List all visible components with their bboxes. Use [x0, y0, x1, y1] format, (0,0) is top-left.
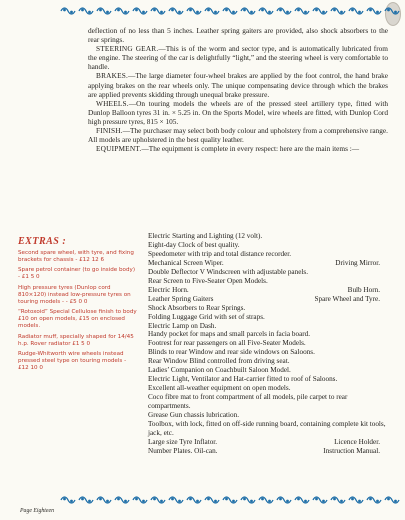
scroll-ornament-icon: [204, 495, 220, 505]
equipment-item-label: Electric Horn.: [148, 285, 189, 294]
scroll-ornament-icon: [312, 6, 328, 16]
extras-item: High pressure tyres (Dunlop cord 810×120) instead low-pressure tyres on touring models - - £5 0 0: [18, 284, 131, 305]
scroll-ornament-icon: [366, 495, 382, 505]
wheels-text: —On touring models the wheels are of the pressed steel artillery type, fitted with Dunlop Balloon tyres 31 in. × 5.25 in. On the Sports Model, wire wheels are fitted, with Dunlop Cord high pressure tyres, 815 × 105.: [88, 98, 388, 126]
equipment-item: [148, 322, 390, 331]
extras-item: Radiator muff, specially shaped for 14/45 h.p. Rover radiator £1 5 0: [18, 333, 134, 347]
scroll-ornament-icon: [330, 6, 346, 16]
equipment-list: [148, 232, 390, 456]
bottom-ornamental-border: [60, 495, 400, 505]
steering-heading: STEERING GEAR.: [96, 44, 159, 54]
equipment-item-label: Rear Screen to Five-Seater Open Models.: [148, 276, 268, 285]
equipment-item: [148, 339, 390, 348]
equipment-item-label: Grease Gun chassis lubrication.: [148, 411, 240, 420]
equipment-item-label: Electric Lamp on Dash.: [148, 321, 217, 330]
scroll-ornament-icon: [78, 6, 94, 16]
scroll-ornament-icon: [240, 6, 256, 16]
scroll-ornament-icon: [96, 6, 112, 16]
equipment-item: [148, 384, 390, 393]
paragraph-wheels: [88, 99, 388, 126]
scroll-ornament-icon: [258, 6, 274, 16]
equipment-item-label: Folding Luggage Grid with set of straps.: [148, 312, 265, 321]
equipment-item-label: Shock Absorbers to Rear Springs.: [148, 303, 246, 312]
scroll-ornament-icon: [276, 6, 292, 16]
scroll-ornament-icon: [294, 6, 310, 16]
equipment-item-label: Double Deflector V Windscreen with adjustable panels.: [148, 267, 308, 276]
equipment-item-label: Electric Starting and Lighting (12 volt).: [148, 232, 263, 240]
equipment-item: [148, 250, 390, 259]
scroll-ornament-icon: [150, 495, 166, 505]
scroll-ornament-icon: [294, 495, 310, 505]
equipment-item: [148, 304, 390, 313]
equipment-item-secondary: Spare Wheel and Tyre.: [314, 294, 380, 303]
equipment-item: [148, 330, 390, 339]
equipment-item: [148, 393, 390, 411]
brakes-heading: BRAKES.: [96, 71, 129, 81]
scroll-ornament-icon: [114, 495, 130, 505]
scroll-ornament-icon: [330, 495, 346, 505]
extras-item: Rudge-Whitworth wire wheels instead pressed steel type on touring models - £12 10 0: [18, 350, 127, 371]
equipment-item: [148, 295, 390, 304]
body-text: [88, 26, 388, 153]
equipment-item-label: Coco fibre mat to front compartment of all models, pile carpet to rear compartments.: [148, 393, 348, 411]
paragraph-equipment: [88, 144, 388, 153]
equipment-item-label: Large size Tyre Inflator.: [148, 437, 218, 446]
scroll-ornament-icon: [348, 6, 364, 16]
equipment-item-label: Footrest for rear passengers on all Five-Seater Models.: [148, 339, 306, 348]
equipment-item: [148, 268, 390, 277]
page-footer: Page Eighteen: [20, 508, 54, 514]
equipment-item-secondary: Bulb Horn.: [347, 285, 380, 294]
equipment-item-label: Rear Window Blind controlled from driving seat.: [148, 357, 290, 366]
equipment-item: [148, 411, 390, 420]
equipment-item-label: Mechanical Screen Wiper.: [148, 258, 224, 267]
equipment-item-label: Ladies’ Companion on Coachbuilt Saloon Model.: [148, 366, 291, 375]
equipment-item: [148, 277, 390, 286]
steering-text: —This is of the worm and sector type, and is automatically lubricated from the engine. The steering of the car is delightfully “light,” and the steering wheel is very comfortable to handle.: [88, 44, 388, 72]
scroll-ornament-icon: [132, 6, 148, 16]
equipment-item: [148, 375, 390, 384]
equipment-item: [148, 286, 390, 295]
paragraph-steering: [88, 44, 388, 71]
paragraph-brakes: [88, 71, 388, 98]
equipment-item: [148, 348, 390, 357]
paragraph-intro: deflection of no less than 5 inches. Leather spring gaiters are provided, also shock absorbers to the rear springs.: [88, 26, 388, 45]
paragraph-finish: [88, 126, 388, 144]
scroll-ornament-icon: [96, 495, 112, 505]
finish-text: —The purchaser may select both body colour and upholstery from a comprehensive range. All models are upholstered in the best quality leather.: [88, 126, 388, 145]
scroll-ornament-icon: [258, 495, 274, 505]
top-ornamental-border: [60, 6, 400, 16]
equipment-item: [148, 259, 390, 268]
equipment-item: [148, 420, 390, 438]
equipment-item-label: Toolbox, with lock, fitted on off-side running board, containing complete kit tools, jack, etc.: [148, 420, 386, 437]
wheels-heading: WHEELS.: [96, 98, 129, 108]
equipment-item: [148, 313, 390, 322]
scroll-ornament-icon: [168, 6, 184, 16]
scroll-ornament-icon: [150, 6, 166, 16]
equipment-item-label: Leather Spring Gaiters: [148, 294, 214, 303]
equipment-item: [148, 447, 390, 456]
scroll-ornament-icon: [204, 6, 220, 16]
equipment-item-label: Excellent all-weather equipment on open models.: [148, 384, 291, 393]
scroll-ornament-icon: [348, 495, 364, 505]
scroll-ornament-icon: [60, 6, 76, 16]
equipment-item-secondary: Driving Mirror.: [335, 258, 380, 267]
equipment-item-label: Electric Light, Ventilator and Hat-carrier fitted to roof of Saloons.: [148, 375, 338, 384]
extras-item: Spare petrol container (to go inside body) - £1 5 0: [18, 267, 136, 281]
equipment-item: [148, 241, 390, 250]
equipment-item-secondary: Licence Holder.: [334, 437, 380, 446]
extras-sidebar: [18, 238, 138, 375]
scroll-ornament-icon: [366, 6, 382, 16]
brakes-text: —The large diameter four-wheel brakes are applied by the foot control, the hand brake applying brakes on the rear wheels only. The unique compensating device through which the brakes are applied prevents skidding through unequal brake pressure.: [88, 71, 388, 99]
extras-item: Second spare wheel, with tyre, and fixing brackets for chassis - £12 12 6: [18, 250, 134, 263]
equipment-item-secondary: Instruction Manual.: [323, 446, 380, 455]
equipment-item-label: Eight-day Clock of best quality.: [148, 240, 240, 249]
equipment-item-label: Speedometer with trip and total distance recorder.: [148, 249, 292, 258]
scroll-ornament-icon: [384, 6, 400, 16]
equipment-item-label: Blinds to rear Window and rear side windows on Saloons.: [148, 348, 315, 357]
scroll-ornament-icon: [132, 495, 148, 505]
scroll-ornament-icon: [240, 495, 256, 505]
equipment-item: [148, 232, 390, 241]
equipment-heading: EQUIPMENT.: [96, 144, 142, 154]
scroll-ornament-icon: [222, 6, 238, 16]
scroll-ornament-icon: [168, 495, 184, 505]
scroll-ornament-icon: [384, 495, 400, 505]
equipment-item-label: Number Plates. Oil-can.: [148, 446, 218, 455]
scroll-ornament-icon: [78, 495, 94, 505]
finish-heading: FINISH.: [96, 126, 123, 136]
scroll-ornament-icon: [60, 495, 76, 505]
equipment-item-label: Handy pocket for maps and small parcels in facia board.: [148, 330, 311, 339]
equipment-text: —The equipment is complete in every respect: here are the main items :—: [141, 144, 360, 154]
scroll-ornament-icon: [312, 495, 328, 505]
scroll-ornament-icon: [186, 495, 202, 505]
scroll-ornament-icon: [186, 6, 202, 16]
scroll-ornament-icon: [114, 6, 130, 16]
extras-heading: EXTRAS :: [18, 236, 67, 247]
equipment-item: [148, 357, 390, 366]
scroll-ornament-icon: [222, 495, 238, 505]
equipment-item: [148, 438, 390, 447]
equipment-item: [148, 366, 390, 375]
extras-list: [18, 250, 138, 372]
scroll-ornament-icon: [276, 495, 292, 505]
extras-item: “Rotoxoid” Special Cellulose finish to body £10 on open models, £15 on enclosed models.: [18, 309, 137, 330]
